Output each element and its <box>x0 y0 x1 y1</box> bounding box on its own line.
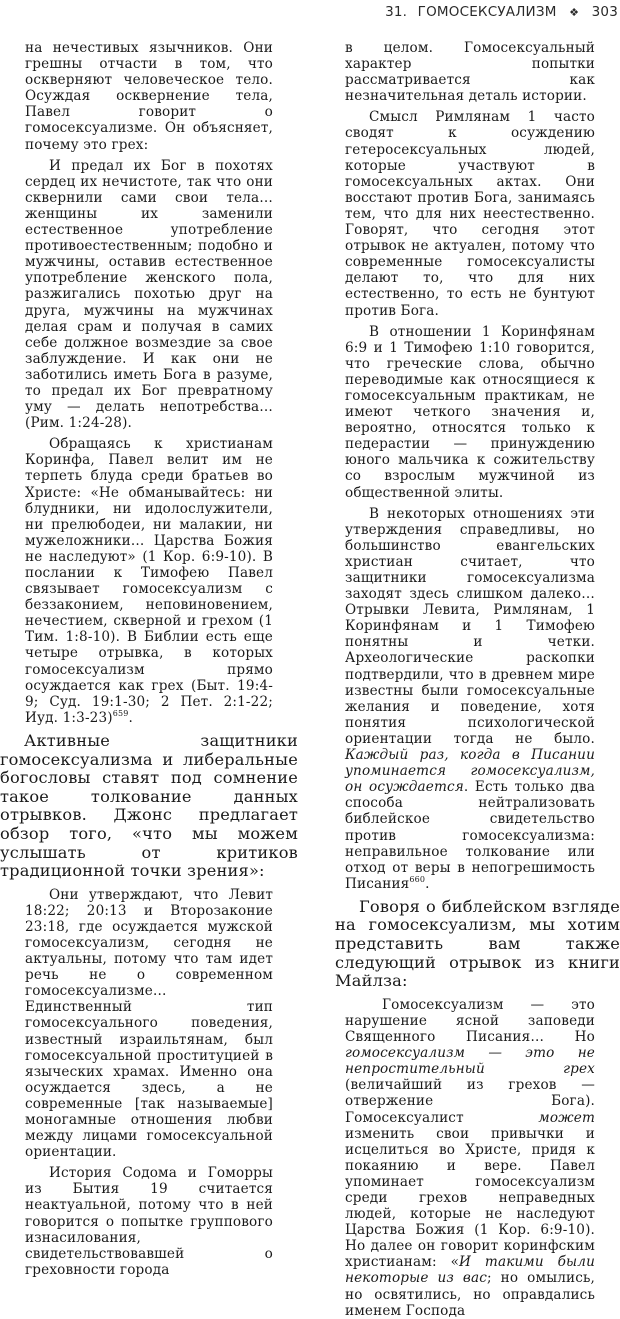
paragraph-text: Обращаясь к христианам Коринфа, Павел велит им не терпеть блуда среди братьев во Христе: «Не обманывайтесь: ни блудники, ни идолослужители, ни прелюбодеи, ни малакии, ни мужеложники… Царства Божия не наследуют» (1 Кор. 6:9-10). В послании к Тимофею Павел связывает гомосексуализм с беззаконием, неповиновением, нечестием, скверной и грехом (1 Тим. 1:8-10). В Библии есть еще четыре отрывка, в которых гомосексуализм прямо осуждается как грех (Быт. 19:4-9; Суд. 19:1-30; 2 Пет. 2:1-22; Иуд. 1:3-23) <box>25 436 273 726</box>
quote-text: Гомосексуализм — это нарушение ясной заповеди Священного Писания… Но <box>345 996 595 1046</box>
paragraph <box>25 436 273 726</box>
block-quote <box>345 506 595 892</box>
chapter-number: 31. <box>385 4 408 20</box>
scripture-quote: И предал их Бог в похотях сердец их нечистоте, так что они сквернили сами свои тела… женщины их заменили естественное употребление противоестественным; подобно и мужчины, оставив естественное употребление женского пола, разжигались похотью друг на друга, мужчины на мужчинах делая срам и получая в самих себе должное возмездие за свое заблуждение. И как они не заботились иметь Бога в разуме, то предал их Бог превратному уму — делать непотребства… (Рим. 1:24-28). <box>25 157 273 432</box>
paragraph: на нечестивых язычников. Они грешны отчасти в том, что оскверняют человеческое тело. Осуждая осквернение тела, Павел говорит о гомосексуализме. Он объясняет, почему это грех: <box>25 40 273 153</box>
ornament-diamond-icon: ❖ <box>569 6 580 19</box>
chapter-title: ГОМОСЕКСУАЛИЗМ <box>417 4 557 20</box>
emphasis-text: Каждый раз, когда в Писании упоминается гомосексуализм, он осуждается <box>345 747 595 796</box>
quote-text: . Есть только два способа нейтрализовать библейское свидетельство против гомосексуализма: неправильное толкование или отход от веры в непогрешимость Писания <box>345 779 595 892</box>
quote-text: (величайший из грехов — отвержение Бога). Гомосексуалист <box>345 1077 595 1126</box>
block-quote: В отношении 1 Коринфянам 6:9 и 1 Тимофею 1:10 говорится, что греческие слова, обычно переводимые как относящиеся к гомосексуальным практикам, не имеют четкого значения и, вероятно, относятся только к педерастии — принуждению юного мальчика к сожительству со взрослым мужчиной из общественной элиты. <box>345 323 595 501</box>
paragraph: Говоря о библейском взгляде на гомосексуализм, мы хотим представить вам также следующий отрывок из книги Майлза: <box>335 896 620 991</box>
emphasis-text: может <box>538 1109 595 1126</box>
quote-text: ; но омылись, но освятились, но оправдались именем Господа <box>345 1270 595 1319</box>
left-column <box>0 40 298 1278</box>
block-quote <box>345 997 595 1319</box>
quote-text: В некоторых отношениях эти утверждения справедливы, но большинство евангельских христиан считает, что защитники гомосексуализма заходят здесь слишком далеко… Отрывки Левита, Римлянам, 1 Коринфянам и 1 Тимофею понятны и четки. Археологические раскопки подтвердили, что в древнем мире известны были гомосексуальные желания и поведение, хотя понятия психологической ориентации тогда не было. <box>345 505 595 747</box>
block-quote: в целом. Гомосексуальный характер попытки рассматривается как незначительная деталь истории. <box>345 40 595 105</box>
block-quote: Они утверждают, что Левит 18:22; 20:13 и Второзаконие 23:18, где осуждается мужской гомосексуализм, сегодня не актуальны, потому что там идет речь не о современном гомосексуализме… Единственный тип гомосексуального поведения, известный израильтянам, был гомосексуальной проституцией в языческих храмах. Именно она осуждается здесь, а не современные [так называемые] моногамные отношения любви между лицами гомосексуальной ориентации. <box>25 886 273 1161</box>
right-column <box>333 40 620 1319</box>
footnote-ref[interactable]: 659 <box>112 708 129 718</box>
emphasis-text: гомосексуализм — это не непростительный грех <box>345 1045 595 1078</box>
paragraph: Активные защитники гомосексуализма и либеральные богословы ставят под сомнение такое толкование данных отрывков. Джонс предлагает обзор того, «что мы можем услышать от критиков традиционной точки зрения»: <box>0 730 298 881</box>
emphasis-text: И такими были некоторые из вас <box>345 1254 595 1287</box>
footnote-ref[interactable]: 660 <box>409 874 426 884</box>
block-quote: История Содома и Гоморры из Бытия 19 считается неактуальной, потому что в ней говорится о попытке группового изнасилования, свидетельствовавшей о греховности города <box>25 1165 273 1278</box>
page-number: 303 <box>591 4 618 20</box>
quote-text: изменить свои привычки и исцелиться во Христе, придя к покаянию и вере. Павел упоминает гомосексуализм среди грехов неправедных людей, которые не наследуют Царства Божия (1 Кор. 6:9-10). Но далее он говорит коринфским христианам: « <box>345 1125 595 1271</box>
block-quote: Смысл Римлянам 1 часто сводят к осуждению гетеросексуальных людей, которые участвуют в гомосексуальных актах. Они восстают против Бога, занимаясь тем, что для них неестественно. Говорят, что сегодня этот отрывок не актуален, потому что современные гомосексуалисты делают то, что для них естественно, то есть не бунтуют против Бога. <box>345 109 595 319</box>
punctuation: . <box>425 875 430 892</box>
running-head <box>385 4 618 20</box>
punctuation: . <box>128 709 133 726</box>
